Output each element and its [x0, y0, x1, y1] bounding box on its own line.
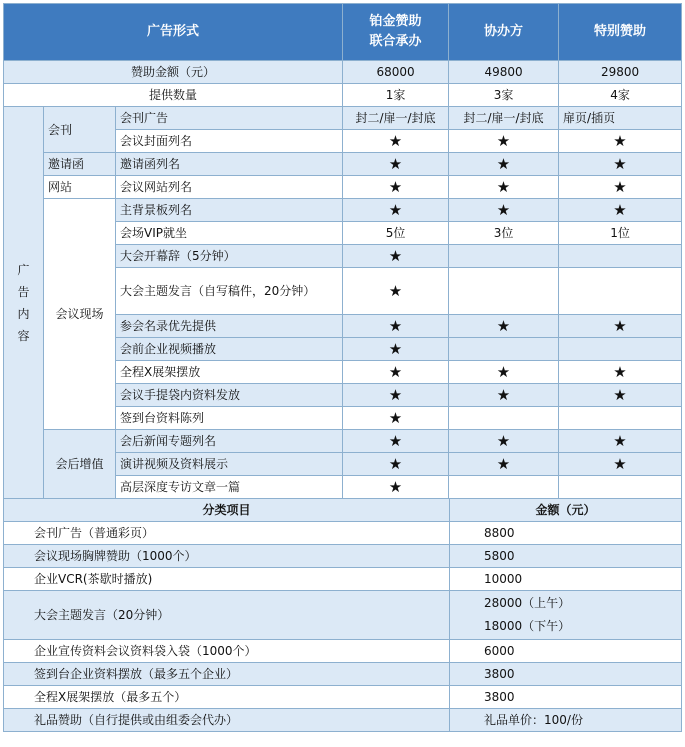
price-item: 会刊广告（普通彩页）	[4, 522, 450, 545]
star-icon: ★	[343, 130, 449, 153]
price-item: 签到台企业资料摆放（最多五个企业）	[4, 663, 450, 686]
star-icon: ★	[559, 176, 682, 199]
star-icon: ★	[343, 199, 449, 222]
price-amount: 6000	[450, 640, 682, 663]
star-icon: ★	[449, 361, 559, 384]
header-tier-platinum-line2: 联合承办	[369, 34, 422, 49]
empty-cell	[449, 407, 559, 430]
item-label: 会场VIP就坐	[116, 222, 343, 245]
amount-label: 赞助金额（元）	[4, 61, 343, 84]
star-icon: ★	[449, 153, 559, 176]
empty-cell	[449, 245, 559, 268]
price-item: 企业VCR(茶歇时播放)	[4, 568, 450, 591]
group-onsite: 会议现场	[44, 199, 116, 430]
pricing-header-row	[4, 499, 682, 522]
star-icon: ★	[343, 384, 449, 407]
star-icon: ★	[559, 361, 682, 384]
star-icon: ★	[449, 315, 559, 338]
empty-cell	[449, 268, 559, 315]
star-icon: ★	[343, 407, 449, 430]
price-amount: 8800	[450, 522, 682, 545]
star-icon: ★	[449, 130, 559, 153]
table-row	[4, 545, 682, 568]
table-row	[4, 591, 682, 640]
table-row	[4, 176, 682, 199]
star-icon: ★	[343, 476, 449, 499]
group-journal: 会刊	[44, 107, 116, 153]
star-icon: ★	[343, 245, 449, 268]
star-icon: ★	[559, 430, 682, 453]
star-icon: ★	[559, 315, 682, 338]
price-item: 企业宣传资料会议资料袋入袋（1000个）	[4, 640, 450, 663]
star-icon: ★	[559, 453, 682, 476]
quantity-label: 提供数量	[4, 84, 343, 107]
star-icon: ★	[559, 153, 682, 176]
item-label: 演讲视频及资料展示	[116, 453, 343, 476]
item-label: 会议封面列名	[116, 130, 343, 153]
table-row	[4, 709, 682, 732]
item-label: 签到台资料陈列	[116, 407, 343, 430]
star-icon: ★	[449, 199, 559, 222]
pricing-table	[3, 498, 682, 732]
amount-value: 49800	[449, 61, 559, 84]
item-label: 全程X展架摆放	[116, 361, 343, 384]
quantity-value: 1家	[343, 84, 449, 107]
table-row	[4, 640, 682, 663]
star-icon: ★	[449, 430, 559, 453]
item-label: 会前企业视频播放	[116, 338, 343, 361]
cell-value: 3位	[449, 222, 559, 245]
table-row	[4, 153, 682, 176]
quantity-value: 3家	[449, 84, 559, 107]
star-icon: ★	[343, 268, 449, 315]
table-row	[4, 686, 682, 709]
star-icon: ★	[449, 453, 559, 476]
star-icon: ★	[343, 315, 449, 338]
header-tier-platinum	[343, 4, 449, 61]
price-amount-morning: 28000（上午）	[484, 596, 571, 610]
price-item: 礼品赞助（自行提供或由组委会代办）	[4, 709, 450, 732]
table-row	[4, 522, 682, 545]
empty-cell	[449, 476, 559, 499]
pricing-header-amount: 金额（元）	[450, 499, 682, 522]
item-label: 大会开幕辞（5分钟）	[116, 245, 343, 268]
cell-value: 扉页/插页	[559, 107, 682, 130]
item-label: 高层深度专访文章一篇	[116, 476, 343, 499]
star-icon: ★	[343, 430, 449, 453]
item-label: 会议网站列名	[116, 176, 343, 199]
empty-cell	[559, 407, 682, 430]
star-icon: ★	[343, 153, 449, 176]
price-amount-afternoon: 18000（下午）	[484, 619, 571, 633]
quantity-row	[4, 84, 682, 107]
star-icon: ★	[343, 361, 449, 384]
price-amount: 10000	[450, 568, 682, 591]
price-item: 大会主题发言（20分钟）	[4, 591, 450, 640]
amount-value: 29800	[559, 61, 682, 84]
side-label-ad-content: 广告内容	[4, 107, 44, 499]
table-row	[4, 663, 682, 686]
price-amount: 礼品单价：100/份	[450, 709, 682, 732]
star-icon: ★	[559, 199, 682, 222]
amount-row	[4, 61, 682, 84]
item-label: 参会名录优先提供	[116, 315, 343, 338]
star-icon: ★	[449, 384, 559, 407]
sponsorship-table	[3, 3, 682, 499]
item-label: 会后新闻专题列名	[116, 430, 343, 453]
empty-cell	[449, 338, 559, 361]
amount-value: 68000	[343, 61, 449, 84]
item-label: 主背景板列名	[116, 199, 343, 222]
table-row	[4, 568, 682, 591]
star-icon: ★	[343, 338, 449, 361]
header-tier-platinum-line1: 铂金赞助	[369, 14, 422, 29]
table-row	[4, 199, 682, 222]
quantity-value: 4家	[559, 84, 682, 107]
star-icon: ★	[559, 384, 682, 407]
header-tier-special: 特别赞助	[559, 4, 682, 61]
table-row	[4, 107, 682, 130]
price-item: 会议现场胸牌赞助（1000个）	[4, 545, 450, 568]
empty-cell	[559, 476, 682, 499]
price-item: 全程X展架摆放（最多五个）	[4, 686, 450, 709]
price-amount: 3800	[450, 663, 682, 686]
star-icon: ★	[449, 176, 559, 199]
header-form: 广告形式	[4, 4, 343, 61]
header-tier-co-organizer: 协办方	[449, 4, 559, 61]
price-amount-split	[450, 591, 682, 640]
star-icon: ★	[343, 176, 449, 199]
cell-value: 封二/扉一/封底	[449, 107, 559, 130]
pricing-header-item: 分类项目	[4, 499, 450, 522]
price-amount: 5800	[450, 545, 682, 568]
cell-value: 5位	[343, 222, 449, 245]
item-label: 大会主题发言（自写稿件，20分钟）	[116, 268, 343, 315]
empty-cell	[559, 268, 682, 315]
cell-value: 1位	[559, 222, 682, 245]
item-label: 会刊广告	[116, 107, 343, 130]
empty-cell	[559, 245, 682, 268]
group-after: 会后增值	[44, 430, 116, 499]
cell-value: 封二/扉一/封底	[343, 107, 449, 130]
table-row	[4, 430, 682, 453]
item-label: 邀请函列名	[116, 153, 343, 176]
star-icon: ★	[559, 130, 682, 153]
group-website: 网站	[44, 176, 116, 199]
group-invite: 邀请函	[44, 153, 116, 176]
price-amount: 3800	[450, 686, 682, 709]
star-icon: ★	[343, 453, 449, 476]
item-label: 会议手提袋内资料发放	[116, 384, 343, 407]
empty-cell	[559, 338, 682, 361]
